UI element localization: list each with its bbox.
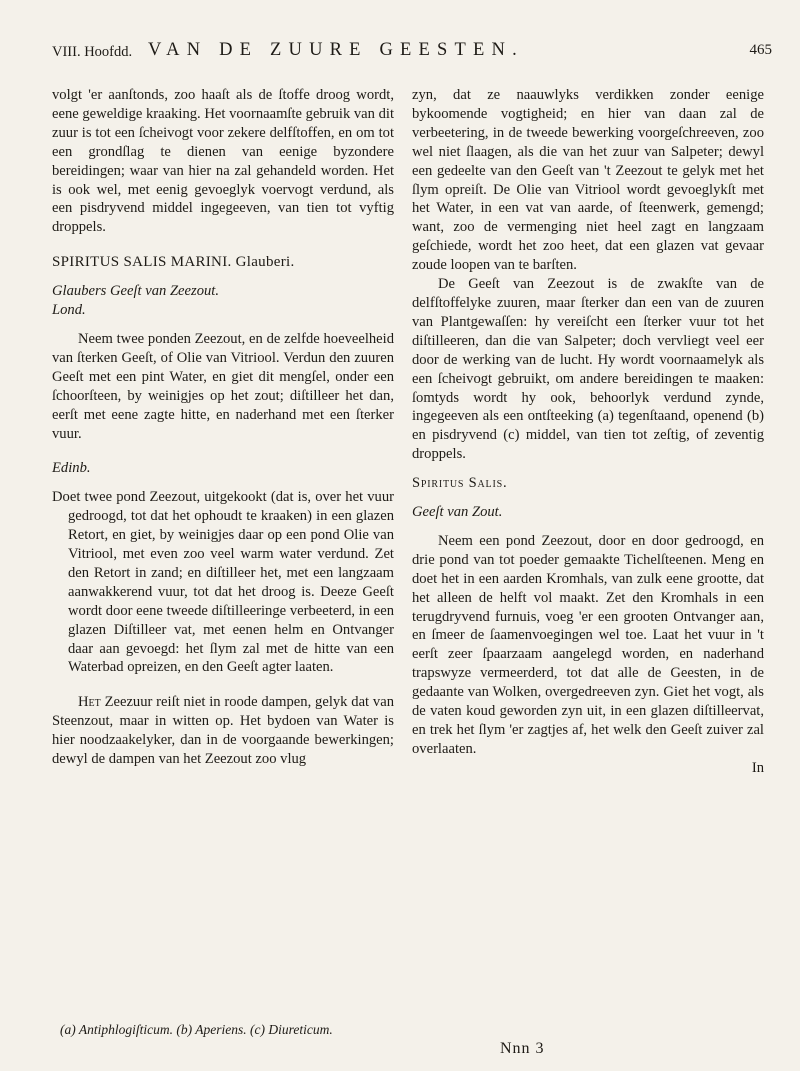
section-heading: SPIRITUS SALIS MARINI. Glauberi. (52, 254, 295, 271)
running-header (52, 38, 772, 64)
running-title: VAN DE ZUURE GEESTEN. (148, 40, 524, 60)
paragraph-text: Zeezuur reiſt niet in roode dampen, gelyk dat van Steenzout, maar in witten op. Het bydoen van Water is hier noodzaakelyker, dan in de voorgaande bewerkingen; dewyl de dampen van het Zeezout zoo vlug (52, 694, 394, 768)
paragraph: zyn, dat ze naauwlyks verdikken zonder eenige bykoomende vogtigheid; en hier van daan zal de verbeetering, in de tweede bewerking voorgeſchreeven, zoo wel niet ſlaagen, als die van het zuur van Salpeter; dewyl een gedeelte van den Geeſt van 't Zeezout te gelyk met het ſlym opreiſt. De Olie van Vitriool wordt gevoeglykſt met het Water, in een vat van aarde, of ſteenwerk, gemengd; want, zoo de vermenging niet heel zagt en langzaam geſchiede, wordt het zoo heet, dat een glazen vat gevaar zoude loopen van te barſten. (412, 87, 764, 274)
chapter-label: VIII. Hoofdd. (52, 44, 133, 60)
footnotes: (a) Antiphlogiſticum. (b) Aperiens. (c) Diureticum. (60, 1022, 333, 1037)
paragraph: Neem twee ponden Zeezout, en de zelfde hoeveelheid van ſterken Geeſt, of Olie van Vitriool. Verdun den zuuren Geeſt met een pint Water, en giet dit mengſel, onder een ſchoorſteen, by weinigjes op het zout; diſtilleer het dan, eerſt met eene zagte hitte, en naderhand met een ſterker vuur. (52, 330, 394, 442)
left-column (52, 86, 394, 769)
right-column (412, 86, 764, 778)
signature-mark: Nnn 3 (500, 1040, 545, 1057)
paragraph: Neem een pond Zeezout, door en door gedroogd, en drie pond van tot poeder gemaakte Tichelſteenen. Meng en doet het in een aarden Kromhals, van zulk eene grootte, dat het alleen de helft vol maakt. Zet den Kromhals in een terugdryvend furnuis, voeg 'er een grooten Ontvanger aan, en ſmeer de ſaamenvoegingen wel toe. Laat het vuur in 't eerſt zeer ſpaarzaam aangelegd worden, en naderhand trapswyze vermeerderd, tot dat alle de Geesten, in de gedaante van Wolken, overgedreeven zyn. Giet het vogt, als de vaten koud geworden zyn uit, in een glazen diſtilleervat, en trek het ſlym 'er zagtjes af, het welk den Geeſt zuiver zal overlaaten. (412, 532, 764, 757)
paragraph: volgt 'er aanſtonds, zoo haaſt als de ſtoffe droog wordt, eene geweldige kraaking. Het voornaamſte gebruik van dit zuur is tot een ſcheivogt voor zekere delfſtoffen, en om tot een grondſlag te dienen van eenige byzondere bereidingen; waar van hier na zal gehandeld worden. Het is ook wel, met eenig gevoeglyk voervogt verdund, als een pisdryvend middel ingegeeven, van tien tot vyftig droppels. (52, 87, 395, 236)
paragraph (52, 693, 394, 769)
section-subheading: Geeſt van Zout. (412, 504, 503, 521)
page-number: 465 (749, 42, 772, 58)
section-subheading: Glaubers Geeſt van Zeezout. (52, 283, 219, 300)
pharmacopoeia-label: Edinb. (52, 460, 91, 477)
paragraph: Doet twee pond Zeezout, uitgekookt (dat is, over het vuur gedroogd, tot dat het ophoudt te kraaken) in een glazen Retort, en giet, by weinigjes daar op een pond Olie van Vitriool, met even zoo veel warm water verdund. Zet den Retort in zand; en diſtilleer het, met een langzaam aanwakkerend vuur, tot dat het droog is. Deeze Geeſt wordt door eene tweede diſtilleeringe verbeeterd, in een glazen Diſtilleer vat, met eenen helm en Ontvanger daar aan gevoegd: het ſlym zal met de hitte van een Waterbad opreizen, en den Geeſt agter laaten. (52, 489, 394, 676)
pharmacopoeia-label: Lond. (52, 302, 86, 319)
paragraph-lead-word: Het (78, 694, 101, 711)
catchword: In (751, 759, 764, 776)
paragraph: De Geeſt van Zeezout is de zwakſte van de delfſtoffelyke zuuren, maar ſterker dan een van de zuuren van Plantgewaſſen: hy vereiſcht een ſterker vuur tot het diſtilleeren, dan die van Salpeter; doch vervliegt veel eer door de werking van de lucht. Hy wordt voornaamelyk als een ſcheivogt gebruikt, om andere bereidingen te maaken: ſomtyds wordt hy ook, behoorlyk verdund zynde, ingegeeven als een ontſteeking (a) tegenſtaand, openend (b) en pisdryvend (c) middel, van tien tot zeſtig, of zeventig droppels. (412, 276, 764, 463)
section-heading: Spiritus Salis. (412, 475, 508, 492)
